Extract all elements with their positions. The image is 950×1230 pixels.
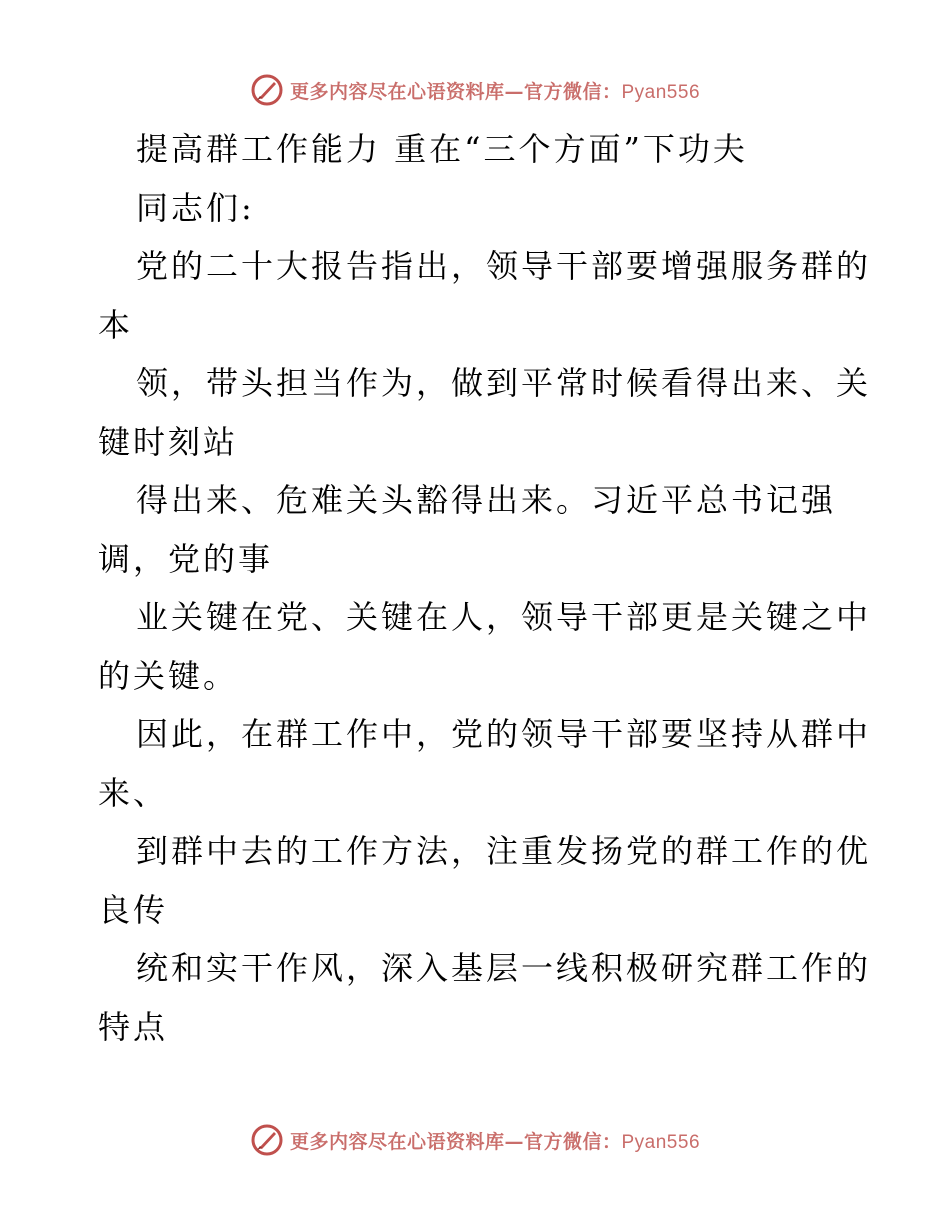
text-line: 领，带头担当作为，做到平常时候看得出来、关 [136, 364, 872, 402]
text-line: 党的二十大报告指出，领导干部要增强服务群的 [136, 247, 872, 285]
text-line: 统和实干作风，深入基层一线积极研究群工作的 [136, 949, 872, 987]
text-line: 同志们: [136, 188, 255, 227]
text-line: 本 [98, 305, 134, 344]
text-line: 提高群工作能力 重在“三个方面”下功夫 [136, 130, 748, 168]
text-line: 到群中去的工作方法，注重发扬党的群工作的优 [136, 832, 872, 870]
text-line: 因此，在群工作中，党的领导干部要坚持从群中 [136, 715, 872, 753]
text-line: 来、 [98, 773, 169, 812]
text-line: 的关键。 [98, 656, 239, 695]
watermark-text: 更多内容尽在心语资料库—官方微信：Pyan556 [289, 80, 701, 103]
text-line: 得出来、危难关头豁得出来。习近平总书记强 [136, 481, 837, 519]
text-line: 业关键在党、关键在人，领导干部更是关键之中 [136, 598, 872, 636]
text-line: 良传 [98, 890, 169, 929]
text-line: 键时刻站 [98, 422, 239, 461]
watermark-text: 更多内容尽在心语资料库—官方微信：Pyan556 [289, 1130, 701, 1153]
text-line: 特点 [98, 1007, 169, 1046]
footer-watermark [0, 1120, 950, 1160]
document-body [98, 120, 872, 1056]
quill-logo-icon [250, 1123, 284, 1157]
text-line: 调，党的事 [98, 539, 274, 578]
header-watermark [0, 70, 950, 110]
quill-logo-icon [250, 73, 284, 107]
